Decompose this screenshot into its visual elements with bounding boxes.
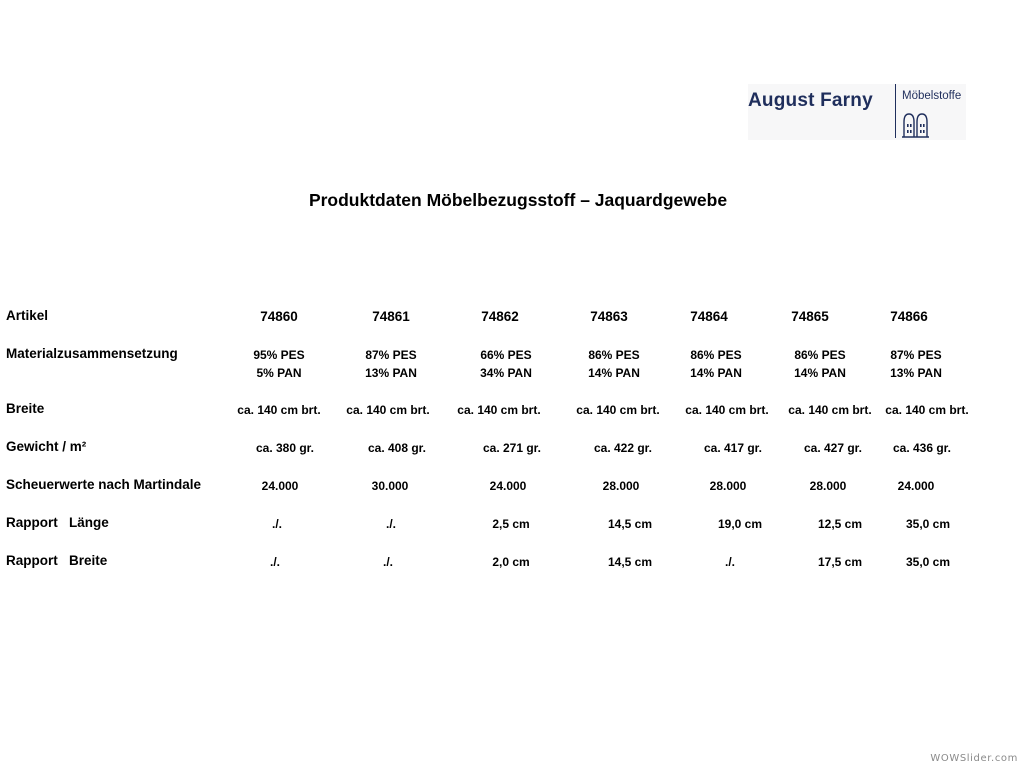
row-label-scheuerwerte: Scheuerwerte nach Martindale bbox=[6, 477, 202, 492]
material-line: 14% PAN bbox=[690, 366, 742, 380]
row-label-material: Materialzusammensetzung bbox=[6, 346, 178, 361]
article-number: 74866 bbox=[890, 309, 928, 324]
row-label-artikel: Artikel bbox=[6, 308, 49, 323]
breite-cell: ca. 140 cm brt. bbox=[457, 403, 541, 417]
material-line: 14% PAN bbox=[588, 366, 640, 380]
material-line: 87% PES bbox=[890, 348, 942, 362]
rapport-laenge-cell: 14,5 cm bbox=[607, 517, 653, 531]
scheuerwert-cell: 24.000 bbox=[897, 479, 935, 493]
gewicht-cell: ca. 427 gr. bbox=[803, 441, 863, 455]
material-line: 86% PES bbox=[794, 348, 846, 362]
rapport-breite-cell: 35,0 cm bbox=[905, 555, 951, 569]
material-line: 86% PES bbox=[690, 348, 742, 362]
rapport-laenge-cell: ./. bbox=[385, 517, 396, 531]
rapport-breite-cell: ./. bbox=[724, 555, 735, 569]
breite-cell: ca. 140 cm brt. bbox=[237, 403, 321, 417]
page-title: Produktdaten Möbelbezugsstoff – Jaquardgewebe bbox=[308, 190, 728, 210]
article-number: 74862 bbox=[481, 309, 519, 324]
material-line: 13% PAN bbox=[890, 366, 942, 380]
scheuerwert-cell: 24.000 bbox=[261, 479, 299, 493]
gewicht-cell: ca. 417 gr. bbox=[703, 441, 763, 455]
material-line: 66% PES bbox=[480, 348, 532, 362]
scheuerwert-cell: 28.000 bbox=[809, 479, 847, 493]
gewicht-cell: ca. 422 gr. bbox=[593, 441, 653, 455]
scheuerwert-cell: 28.000 bbox=[709, 479, 747, 493]
article-number: 74861 bbox=[372, 309, 410, 324]
rapport-breite-cell: 2,0 cm bbox=[492, 555, 530, 569]
material-cell bbox=[861, 346, 971, 382]
logo-subtitle: Möbelstoffe bbox=[902, 90, 962, 102]
material-cell bbox=[661, 346, 771, 382]
rapport-laenge-cell: 35,0 cm bbox=[905, 517, 951, 531]
material-line: 87% PES bbox=[365, 348, 417, 362]
scheuerwert-cell: 28.000 bbox=[602, 479, 640, 493]
watermark-link[interactable]: WOWSlider.com bbox=[930, 753, 1018, 764]
logo-divider bbox=[895, 84, 896, 138]
material-line: 13% PAN bbox=[365, 366, 417, 380]
rapport-laenge-cell: 2,5 cm bbox=[492, 517, 530, 531]
material-line: 5% PAN bbox=[256, 366, 302, 380]
breite-cell: ca. 140 cm brt. bbox=[885, 403, 969, 417]
article-number: 74863 bbox=[590, 309, 628, 324]
gewicht-cell: ca. 408 gr. bbox=[367, 441, 427, 455]
rapport-laenge-cell: 12,5 cm bbox=[817, 517, 863, 531]
material-line: 95% PES bbox=[253, 348, 305, 362]
breite-cell: ca. 140 cm brt. bbox=[576, 403, 660, 417]
row-label-rapport-laenge: Rapport Länge bbox=[6, 515, 109, 530]
material-cell bbox=[336, 346, 446, 382]
gewicht-cell: ca. 380 gr. bbox=[255, 441, 315, 455]
material-line: 14% PAN bbox=[794, 366, 846, 380]
article-number: 74860 bbox=[260, 309, 298, 324]
row-label-breite: Breite bbox=[6, 401, 45, 416]
breite-cell: ca. 140 cm brt. bbox=[685, 403, 769, 417]
material-cell bbox=[224, 346, 334, 382]
scheuerwert-cell: 30.000 bbox=[371, 479, 409, 493]
scheuerwert-cell: 24.000 bbox=[489, 479, 527, 493]
rapport-breite-cell: 14,5 cm bbox=[607, 555, 653, 569]
gewicht-cell: ca. 436 gr. bbox=[892, 441, 952, 455]
material-line: 86% PES bbox=[588, 348, 640, 362]
material-cell bbox=[451, 346, 561, 382]
row-label-gewicht: Gewicht / m² bbox=[6, 439, 87, 454]
rapport-breite-cell: 17,5 cm bbox=[817, 555, 863, 569]
row-label-rapport-breite: Rapport Breite bbox=[6, 553, 108, 568]
logo-name: August Farny bbox=[748, 90, 873, 111]
rapport-breite-cell: ./. bbox=[382, 555, 393, 569]
rapport-breite-cell: ./. bbox=[269, 555, 280, 569]
article-number: 74864 bbox=[690, 309, 728, 324]
material-line: 34% PAN bbox=[480, 366, 532, 380]
material-cell bbox=[559, 346, 669, 382]
rapport-laenge-cell: ./. bbox=[271, 517, 282, 531]
material-cell bbox=[765, 346, 875, 382]
rapport-laenge-cell: 19,0 cm bbox=[717, 517, 763, 531]
arch-mark-icon bbox=[902, 112, 930, 138]
breite-cell: ca. 140 cm brt. bbox=[346, 403, 430, 417]
company-logo bbox=[748, 84, 966, 140]
breite-cell: ca. 140 cm brt. bbox=[788, 403, 872, 417]
article-number: 74865 bbox=[791, 309, 829, 324]
gewicht-cell: ca. 271 gr. bbox=[482, 441, 542, 455]
